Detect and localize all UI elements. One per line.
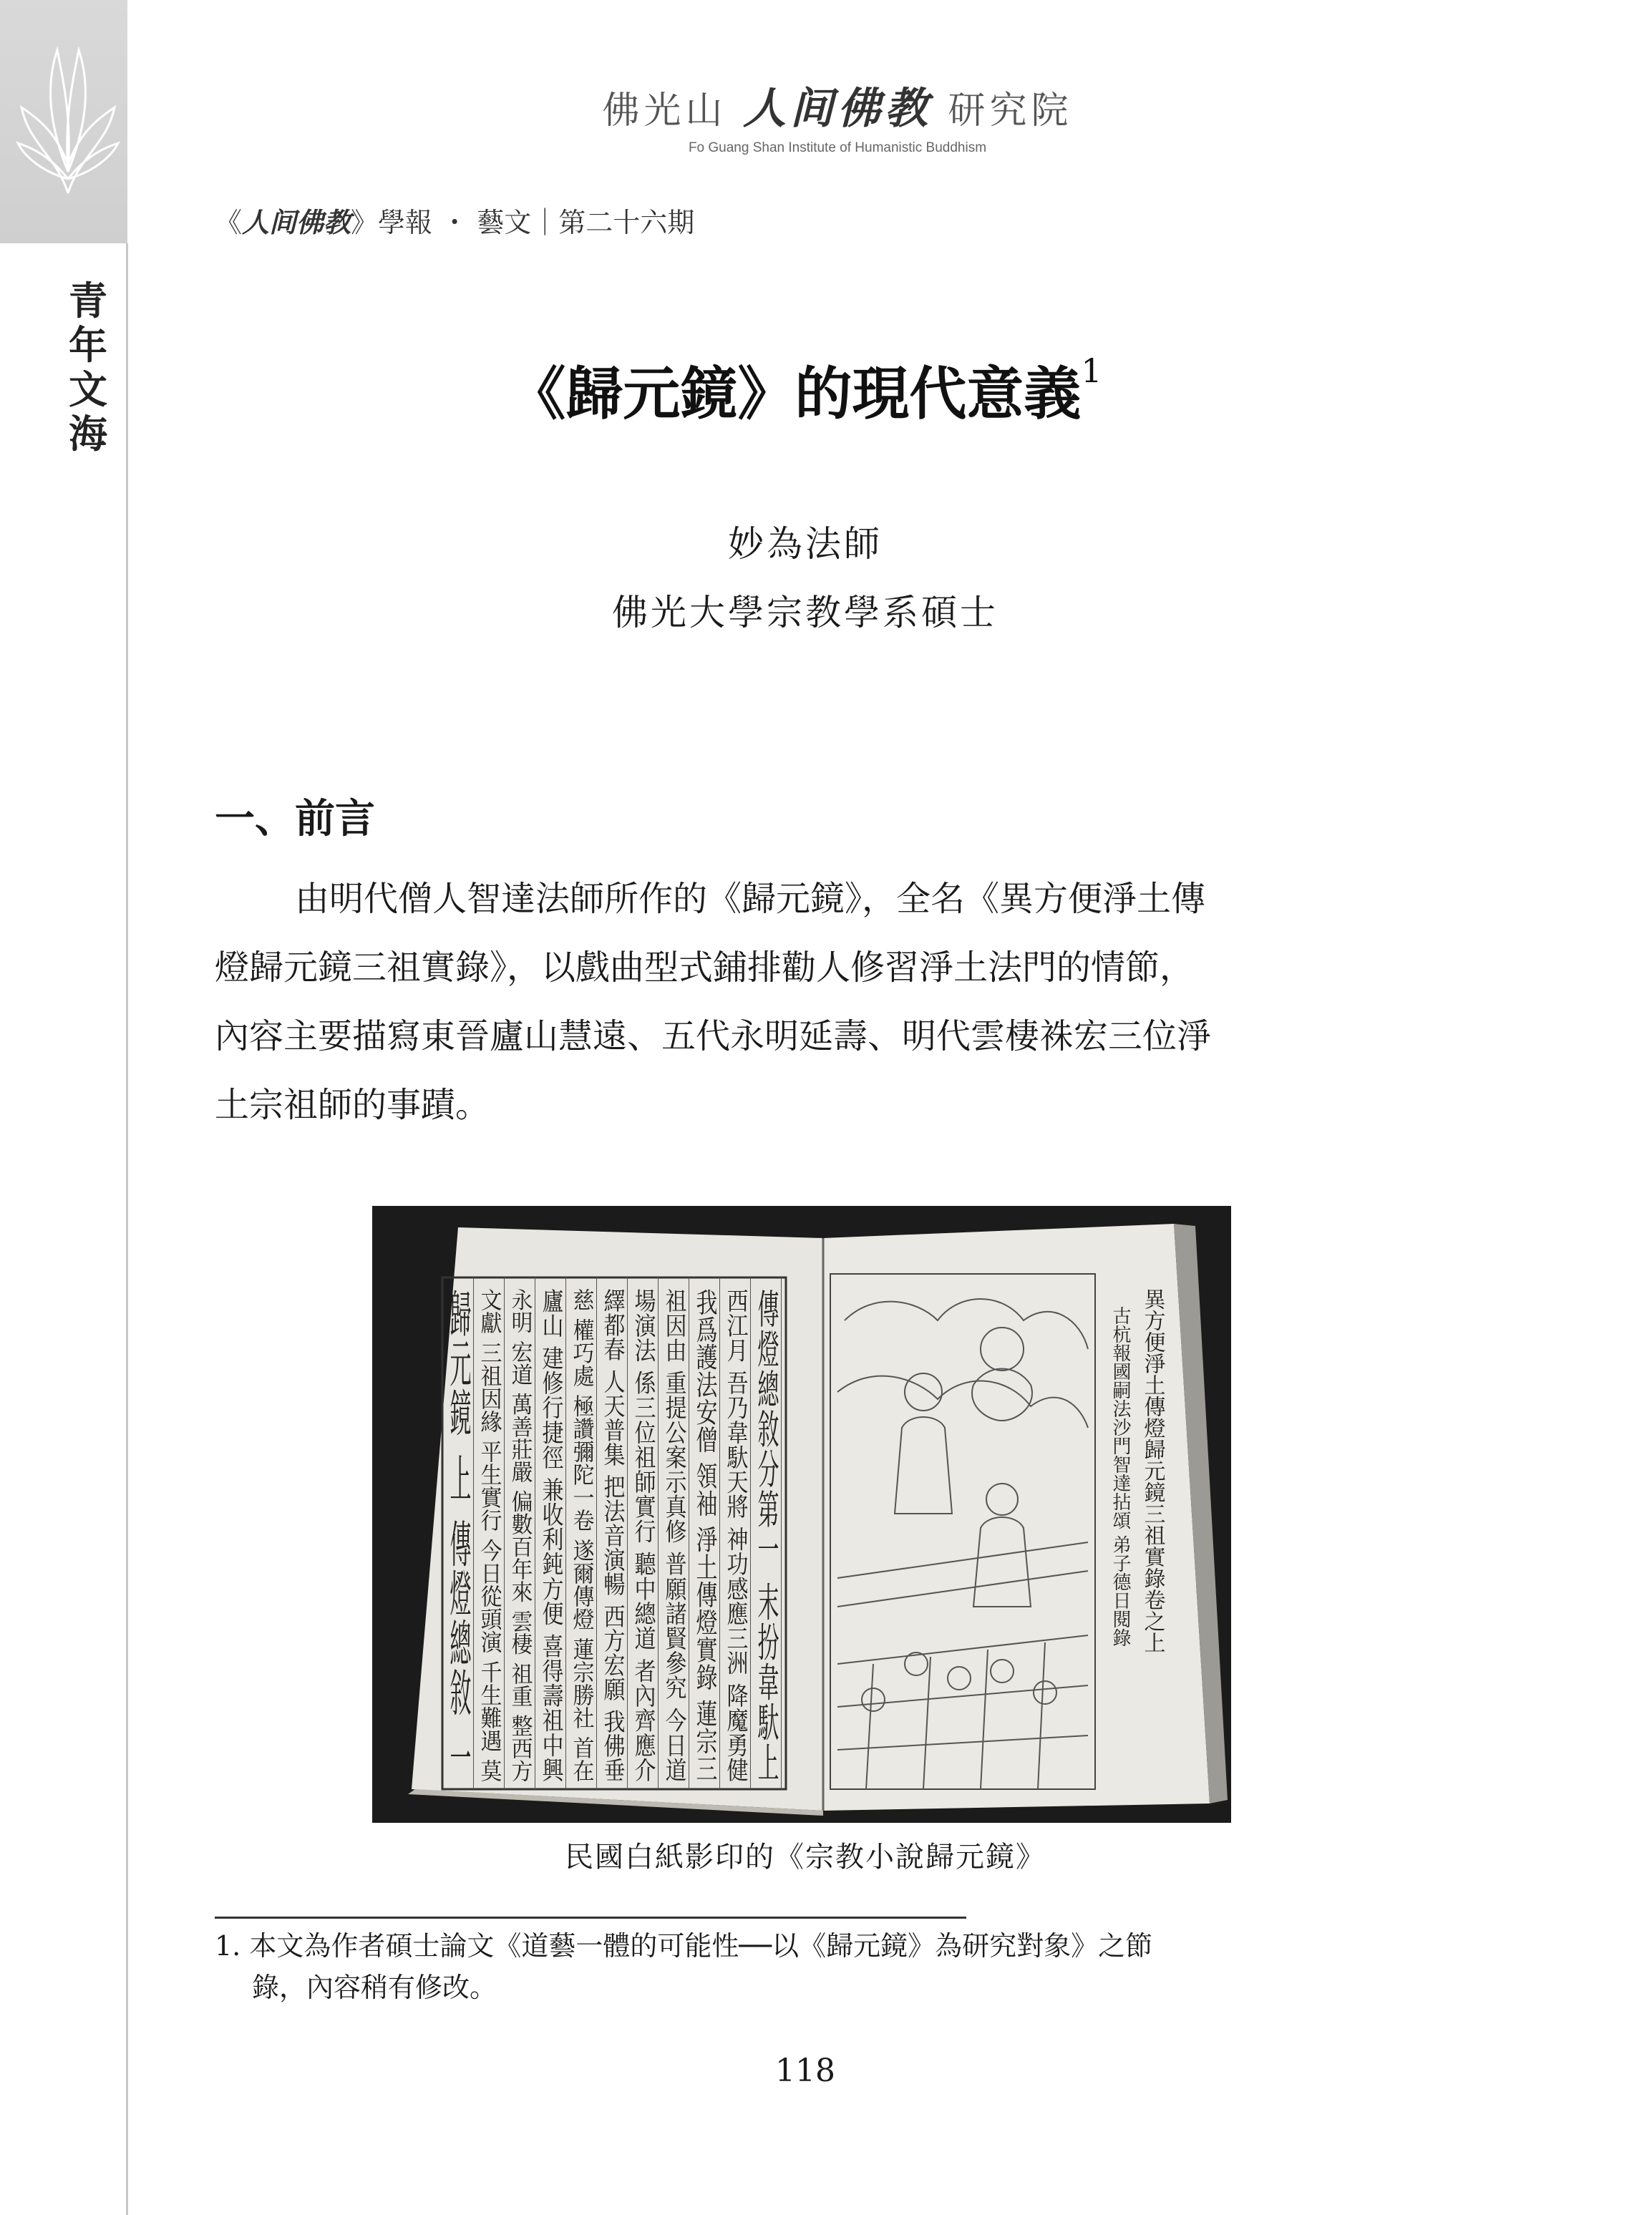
- book-text-column: 傳燈總敘分第一 末扮韋馱上: [753, 1288, 779, 1553]
- footnote-rule: [215, 1917, 966, 1919]
- article-title: [215, 348, 1396, 430]
- book-text-column: 永明 宏道 萬善莊嚴 偏數百年來 雲棲 祖重 整西方: [507, 1288, 533, 1759]
- right-page-title: 異方便淨土傳燈歸元鏡三祖實錄卷之上: [1140, 1288, 1165, 1653]
- paragraph-line: 燈歸元鏡三祖實錄》，以戲曲型式鋪排勸人修習淨土法門的情節，: [215, 948, 1195, 988]
- footnote: [215, 1925, 1396, 2008]
- corner-decoration: [0, 0, 127, 243]
- author-name: 妙為法師: [728, 523, 883, 565]
- journal-running-header: [215, 200, 694, 240]
- journal-issue: 》學報 ・ 藝文｜第二十六期: [351, 207, 695, 238]
- footnote-reference[interactable]: 1: [1081, 351, 1102, 390]
- book-text-column: 場演法 係三位祖師實行 聽中總道 者內齊應介: [630, 1288, 656, 1717]
- intro-paragraph: [215, 865, 1396, 1139]
- institute-prefix: 佛光山: [602, 89, 727, 132]
- side-label-char: 青: [69, 278, 107, 323]
- book-text-column: 慈 權巧處 極讚彌陀一卷 遂爾傳燈 蓮宗勝社 首在: [568, 1288, 594, 1752]
- book-text-column: 文獻 三祖因緣 平生實行 今日從頭演 千生難遇 莫: [476, 1288, 502, 1752]
- book-text-column: 西江月 吾乃韋馱天將 神功感應三洲 降魔勇健: [722, 1288, 748, 1717]
- side-label-char: 文: [69, 367, 107, 412]
- institute-header: [587, 74, 1088, 156]
- section-side-label: [63, 279, 113, 457]
- journal-open-bracket: 《: [215, 207, 243, 238]
- institute-name-english: Fo Guang Shan Institute of Humanistic Buddhism: [688, 140, 987, 155]
- article-title-text: 《歸元鏡》的現代意義: [508, 361, 1082, 427]
- footnote-line: 1. 本文為作者碩士論文《道藝一體的可能性──以《歸元鏡》為研究對象》之節: [215, 1930, 1153, 1962]
- side-label-char: 年: [69, 323, 107, 368]
- section-heading: 一、前言: [215, 796, 375, 842]
- page-number: 118: [775, 2053, 835, 2089]
- right-page-byline: 古杭報國嗣法沙門智達拈頌 弟子德日閱錄: [1109, 1306, 1131, 1647]
- journal-brand: 人间佛教: [242, 206, 351, 238]
- book-photo: [372, 1206, 1231, 1823]
- side-rule: [126, 243, 128, 2215]
- institute-brand-logo: 人间佛教: [743, 84, 932, 134]
- book-text-column: 歸元鏡 上 傳燈總敘 一: [445, 1288, 471, 1502]
- institute-suffix: 研究院: [948, 89, 1073, 132]
- paragraph-line: 內容主要描寫東晉廬山慧遠、五代永明延壽、明代雲棲袾宏三位淨: [215, 1016, 1212, 1056]
- paragraph-line: 由明代僧人智達法師所作的《歸元鏡》，全名《異方便淨土傳: [295, 879, 1206, 919]
- book-text-column: 祖因由 重提公案示真修 普願諸賢參究 今日道: [661, 1288, 686, 1717]
- institute-name: [587, 74, 1088, 136]
- side-label-char: 海: [69, 412, 107, 457]
- book-photo-illustration: [372, 1206, 1231, 1823]
- book-text-column: 我爲護法安僧 領袖 淨土傳燈實錄 蓮宗三: [691, 1288, 717, 1674]
- footnote-line: 錄，內容稍有修改。: [252, 1972, 497, 2003]
- paragraph-line: 土宗祖師的事蹟。: [215, 1085, 490, 1125]
- figure-caption: 民國白紙影印的《宗教小說歸元鏡》: [565, 1841, 1046, 1874]
- lotus-flower-icon: [14, 36, 122, 200]
- book-text-column: 繹都春 人天普集 把法音演暢 西方宏願 我佛垂: [599, 1288, 625, 1724]
- author-affiliation: 佛光大學宗教學系碩士: [612, 592, 999, 633]
- book-text-column: 廬山 建修行捷徑 兼收利鈍方便 喜得壽祖中興: [538, 1288, 563, 1717]
